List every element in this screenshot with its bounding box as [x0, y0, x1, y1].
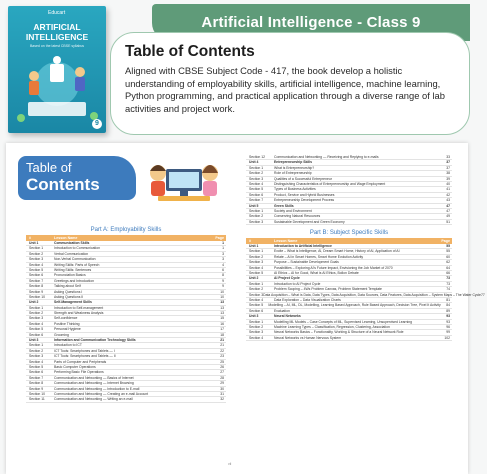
row-num: Section 3	[249, 292, 264, 297]
row-lesson-name: Evaluation	[274, 308, 290, 313]
book-grade-badge: 9	[92, 119, 102, 129]
row-num: Unit 1	[249, 244, 259, 249]
row-num: Section 4	[249, 181, 264, 186]
row-page: 21	[220, 338, 224, 343]
row-num: Section 3	[29, 316, 44, 321]
row-lesson-name: Data Exploration – Data Visualization Charts	[274, 297, 341, 302]
row-num: Section 6	[29, 273, 44, 278]
row-page: 39	[446, 176, 450, 181]
row-num: Section 1	[249, 208, 264, 213]
row-lesson-name: Introduction to ICT	[54, 343, 82, 348]
row-page: 30	[220, 386, 224, 391]
header-lesson-name: Lesson Name	[274, 239, 298, 244]
row-lesson-name: Greetings and Introduction	[54, 278, 94, 283]
table-row	[26, 397, 226, 402]
row-num: Section 3	[249, 260, 264, 265]
row-lesson-name: Modelling – AI, ML, DL, Modelling, Learning Based Approach, Rule Based Approach, Decision Tree, Pixel It Activity	[268, 303, 441, 308]
row-page: 33	[446, 155, 450, 159]
row-num: Section 5	[29, 364, 44, 369]
row-num: Section 6	[29, 370, 44, 375]
row-lesson-name: Verbal Communication	[54, 251, 89, 256]
row-num: Section 5	[249, 187, 264, 192]
row-lesson-name: Role of Entrepreneurship	[274, 171, 312, 176]
row-num: Section 6	[249, 308, 264, 313]
row-num: Section 8	[29, 284, 44, 289]
info-description: Aligned with CBSE Subject Code - 417, the book develop a holistic understanding of employability skills, artificial intelligence, machine learning, Python programming, and practical application through a diverse range of lab activities and project work.	[125, 65, 445, 114]
toc-heading-line2: Contents	[26, 175, 100, 194]
row-page: 74	[446, 287, 450, 292]
row-lesson-name: ICT Tools: Smartphones and Tablets — I	[54, 348, 115, 353]
row-num: Section 11	[29, 397, 45, 402]
row-num: Section 1	[29, 343, 44, 348]
row-page: 55	[446, 244, 450, 249]
row-num: Section 2	[249, 214, 264, 219]
row-page: 4	[222, 262, 224, 267]
row-page: 27	[220, 370, 224, 375]
row-num: Unit 4	[249, 160, 259, 165]
row-page: 51	[446, 219, 450, 224]
row-lesson-name: Types of Business Activities	[274, 187, 316, 192]
row-lesson-name: Entrepreneurship Development Process	[274, 198, 335, 203]
row-page: 73	[446, 276, 450, 281]
row-num: Section 7	[29, 375, 44, 380]
banner-title: Artificial Intelligence - Class 9	[201, 14, 421, 31]
row-page: 3	[222, 257, 224, 262]
row-page: 102	[444, 335, 450, 340]
row-num: Section 4	[249, 297, 264, 302]
row-lesson-name: Entrepreneurship Skills	[274, 160, 313, 165]
row-page: 1	[222, 246, 224, 251]
row-num: Section 3	[29, 354, 44, 359]
row-lesson-name: Asking Questions II	[54, 294, 84, 299]
row-page: 15	[220, 316, 224, 321]
row-lesson-name: Writing Skills: Sentences	[54, 267, 92, 272]
row-num: Section 5	[29, 267, 44, 272]
row-num: Section 3	[249, 176, 264, 181]
row-num: Section 2	[29, 348, 44, 353]
row-lesson-name: Sustainable Development and Green Economy	[274, 219, 345, 224]
row-lesson-name: What is Entrepreneurship?	[274, 165, 315, 170]
toc-heading-badge	[18, 156, 136, 200]
row-num: Section 1	[249, 319, 264, 324]
info-title: Table of Contents	[125, 43, 255, 60]
row-page: 16	[220, 321, 224, 326]
part-a-title: Part A: Employability Skills	[90, 227, 162, 233]
book-title-line1: ARTIFICIAL	[33, 22, 81, 32]
row-num: Section 1	[249, 281, 264, 286]
row-lesson-name: Communication and Networking — Basics of Internet	[54, 375, 134, 380]
header-num: #	[249, 239, 251, 244]
continued-rows	[246, 155, 452, 225]
row-page: 77	[480, 292, 485, 297]
row-page: 29	[220, 381, 224, 386]
row-num: Section 3	[249, 219, 264, 224]
header-lesson-name: Lesson Name	[54, 236, 78, 240]
row-page: 9	[222, 278, 224, 283]
row-lesson-name: Pronunciation Basics	[54, 273, 86, 278]
row-lesson-name: Parts of Computer and Peripherals	[54, 359, 107, 364]
row-lesson-name: Strength and Weakness Analysis	[54, 311, 104, 316]
row-lesson-name: Modelling ML Models – Case Concepts of ML, Supervised Learning, Unsupervised Learning	[274, 319, 413, 324]
row-page: 31	[220, 391, 224, 396]
row-num: Section 2	[29, 311, 44, 316]
row-lesson-name: Communication and Networking — Internet Browsing	[54, 381, 134, 386]
row-page: 81	[446, 297, 450, 302]
book-brand-logo: Educart	[48, 10, 66, 16]
row-page: 73	[446, 281, 450, 286]
toc-heading-line1: Table of	[26, 160, 72, 175]
row-page: 99	[446, 330, 450, 335]
row-page: 43	[446, 198, 450, 203]
row-page: 13	[220, 305, 224, 310]
row-lesson-name: Data Acquisition – What is Data, Data Types, Data Acquisition, Data Sources, Data Features, Data Acquisition – System Maps – The Water Cycle	[263, 292, 481, 297]
row-num: Section 10	[29, 391, 46, 396]
row-num: Section 5	[249, 303, 264, 308]
row-lesson-name: Talking about Self	[54, 284, 81, 289]
row-num: Section 2	[249, 324, 264, 329]
row-num: Section 4	[249, 335, 264, 340]
row-page: 3	[222, 251, 224, 256]
row-lesson-name: Communication Skills	[54, 241, 90, 245]
row-page: 23	[220, 354, 224, 359]
row-num: Section 6	[29, 332, 44, 337]
row-lesson-name: Relate – AI in Smart Homes, Smart Home Evolution Activity	[274, 254, 364, 259]
row-num: Section 4	[29, 359, 44, 364]
kids-at-computer-illustration	[144, 151, 224, 203]
row-page: 41	[446, 187, 450, 192]
row-lesson-name: ICT Tools: Smartphones and Tablets — II	[54, 354, 116, 359]
row-page: 10	[220, 294, 224, 299]
row-page: 66	[446, 271, 450, 276]
row-page: 8	[222, 273, 224, 278]
row-num: Section 4	[29, 321, 44, 326]
row-num: Section 1	[29, 305, 44, 310]
row-num: Section 1	[249, 165, 264, 170]
row-lesson-name: Problem Scoping – 4Ws Problem Canvas, Problem Statement Template	[274, 287, 382, 292]
row-num: Unit 2	[249, 276, 259, 281]
row-num: Unit 1	[29, 241, 39, 245]
row-page: 13	[220, 311, 224, 316]
row-lesson-name: Qualities of a Successful Entrepreneur	[274, 176, 332, 181]
row-lesson-name: Product, Service and Hybrid Businesses	[274, 192, 335, 197]
row-page: 9	[222, 284, 224, 289]
row-num: Section 2	[249, 287, 264, 292]
row-page: 55	[446, 249, 450, 254]
toc-right-column	[246, 155, 485, 341]
row-page: 37	[446, 165, 450, 170]
row-page: 38	[446, 171, 450, 176]
row-lesson-name: Excite – What is Intelligence, AI, Dream Smart Home, History of AI, Application of AI	[274, 249, 400, 254]
row-page: 96	[446, 324, 450, 329]
part-b-rows	[246, 244, 485, 341]
row-page: 47	[446, 208, 450, 213]
row-num: Section 4	[249, 265, 264, 270]
book-title-line2: INTELLIGENCE	[25, 32, 89, 42]
row-lesson-name: Basic Computer Operations	[54, 364, 96, 369]
row-num: Unit 2	[29, 300, 39, 305]
row-lesson-name: Positive Thinking	[54, 321, 80, 326]
row-lesson-name: Introduction to Artificial Intelligence	[274, 244, 332, 249]
row-lesson-name: Society and Environment	[274, 208, 312, 213]
row-lesson-name: Asking Questions I	[54, 289, 83, 294]
row-page: 64	[446, 265, 450, 270]
row-num: Section 3	[29, 257, 44, 262]
row-lesson-name: Self-Management Skills	[54, 300, 92, 305]
row-page: 26	[220, 364, 224, 369]
row-page: 13	[220, 300, 224, 305]
book-subtitle: Based on the latest CBSE syllabus	[29, 44, 85, 48]
row-page: 42	[446, 192, 450, 197]
table-row	[246, 336, 452, 341]
row-page: 32	[220, 397, 224, 402]
toc-left-column	[26, 226, 226, 403]
row-num: Section 2	[249, 171, 264, 176]
row-lesson-name: Performing Basic File Operations	[54, 370, 104, 375]
row-lesson-name: Introduction to AI Project Cycle	[274, 281, 321, 286]
row-lesson-name: Green Skills	[274, 203, 294, 208]
row-num: Section 5	[29, 327, 44, 332]
row-page: 49	[446, 214, 450, 219]
row-page: 10	[220, 289, 224, 294]
row-page: 28	[220, 375, 224, 380]
part-b-title: Part B: Subject Specific Skills	[309, 230, 389, 237]
row-num: Section 2	[249, 254, 264, 259]
row-page: 89	[446, 308, 450, 313]
row-lesson-name: Information and Communication Technology Skills	[54, 338, 136, 343]
toc-document-page	[6, 143, 485, 474]
row-num: Section 8	[29, 381, 44, 386]
row-num: Section 5	[249, 271, 264, 276]
row-page: 62	[446, 260, 450, 265]
row-page: 37	[446, 160, 450, 165]
row-lesson-name: Conserving Natural Resources	[274, 214, 321, 219]
row-lesson-name: Machine Learning Types – Classification, Regression, Clustering, Association	[274, 324, 390, 329]
row-lesson-name: Purpose – Sustainable Development Goals	[274, 260, 339, 265]
header-page: Page	[215, 236, 224, 240]
row-page: 25	[220, 359, 224, 364]
row-num: Section 4	[29, 262, 44, 267]
row-lesson-name: Communication and Networking — Creating an e-mail Account	[54, 391, 149, 396]
row-lesson-name: Neural Networks Basics – Functionality, Working & Structure of a Neural Network Role	[274, 330, 404, 335]
page-number: vii	[228, 462, 232, 466]
row-num: Section 3	[249, 330, 264, 335]
row-lesson-name: AI Project Cycle	[274, 276, 300, 281]
row-page: 22	[220, 348, 224, 353]
row-lesson-name: Communication and Networking — Receiving and Replying to e-mails	[274, 155, 379, 159]
row-num: Unit 3	[249, 314, 259, 319]
row-num: Section 9	[29, 289, 44, 294]
row-lesson-name: Neural Networks	[274, 314, 301, 319]
row-page: 93	[446, 319, 450, 324]
row-lesson-name: Distinguishing Characteristics of Entrepreneurship and Wage Employment	[274, 181, 386, 186]
book-cover-image	[8, 6, 106, 133]
row-page: 18	[220, 332, 224, 337]
row-page: 60	[446, 254, 450, 259]
header-num: #	[29, 236, 31, 240]
row-lesson-name: Communication and Networking — Introduction to E-mail	[54, 386, 140, 391]
row-num: Section 1	[29, 246, 44, 251]
part-a-rows	[26, 241, 226, 403]
row-page: 1	[222, 241, 224, 245]
row-num: Section 7	[29, 278, 44, 283]
row-page: 40	[446, 181, 450, 186]
row-page: 21	[220, 343, 224, 348]
row-num: Section 1	[249, 249, 264, 254]
row-lesson-name: Grooming	[54, 332, 69, 337]
row-num: Unit 3	[29, 338, 39, 343]
row-num: Section 7	[249, 198, 264, 203]
row-lesson-name: Introduction to Communication	[54, 246, 100, 251]
row-lesson-name: Possibilities – Exploring AI's Future Impact, Envisioning the Job Market of 2070	[274, 265, 393, 270]
header-page: Page	[441, 239, 450, 244]
row-lesson-name: Non-Verbal Communication	[54, 257, 96, 262]
row-page: 84	[446, 303, 450, 308]
row-page: 47	[446, 203, 450, 208]
row-num: Section 10	[29, 294, 46, 299]
row-num: Unit 5	[249, 203, 259, 208]
row-num: Section 2	[29, 251, 44, 256]
book-illustration	[8, 6, 106, 133]
row-lesson-name: Introduction to Self-management	[54, 305, 104, 310]
row-num: Section 6	[249, 192, 264, 197]
table-row	[246, 220, 452, 225]
info-card	[110, 32, 470, 135]
row-num: Section 9	[29, 386, 44, 391]
row-lesson-name: Neural Networks vs Human Nervous System	[274, 335, 342, 340]
row-lesson-name: AI Ethics – AI for Good, What is AI Ethics, Bollon Debate	[274, 271, 359, 276]
row-lesson-name: Writing Skills: Parts of Speech	[54, 262, 100, 267]
row-num: Section 12	[249, 155, 266, 159]
row-page: 17	[220, 327, 224, 332]
row-lesson-name: Personal Hygiene	[54, 327, 81, 332]
row-lesson-name: Communication and Networking — Writing an e-mail	[54, 397, 133, 402]
row-lesson-name: Self-confidence	[54, 316, 78, 321]
row-page: 93	[446, 314, 450, 319]
row-page: 6	[222, 267, 224, 272]
